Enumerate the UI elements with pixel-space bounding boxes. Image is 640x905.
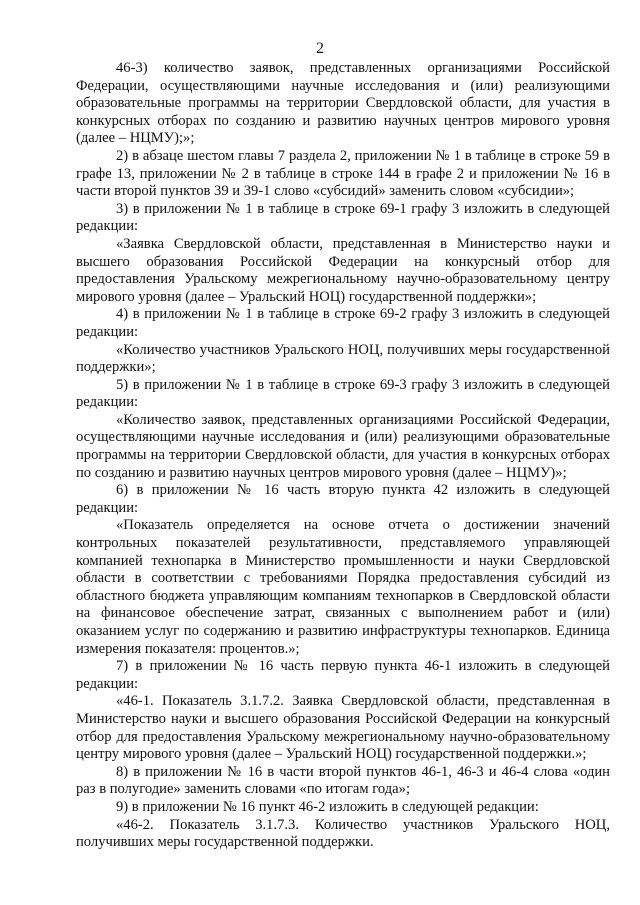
paragraph: 7) в приложении № 16 часть первую пункта 46-1 изложить в следующей редакции: bbox=[76, 658, 610, 692]
page-number: 2 bbox=[316, 40, 324, 57]
paragraph: 8) в приложении № 16 в части второй пунктов 46-1, 46-3 и 46-4 слова «один раз в полугодие» заменить словами «по итогам года»; bbox=[76, 763, 610, 798]
paragraph: 5) в приложении № 1 в таблице в строке 69-3 графу 3 изложить в следующей редакции: bbox=[76, 376, 610, 411]
paragraph: 6) в приложении № 16 часть вторую пункта 42 изложить в следующей редакции: bbox=[76, 482, 610, 516]
paragraph: «Показатель определяется на основе отчета о достижении значений контрольных показателей результативности, представляемого управляющей компанией технопарка в Министерство промышленности и науки Свердловской области в соответствии с требованиями Порядка предоставления субсидий из областного бюджета управляющим компаниям технопарков в Свердловской области на финансовое обеспечение затрат, связанных с выполнением работ и (или) оказанием услуг по содержанию и развитию инфраструктуры технопарков. Единица измерения показателя: процентов.»; bbox=[76, 517, 610, 657]
paragraph: «Количество участников Уральского НОЦ, получивших меры государственной поддержки»; bbox=[76, 341, 610, 376]
paragraph: 3) в приложении № 1 в таблице в строке 69-1 графу 3 изложить в следующей редакции: bbox=[76, 200, 610, 235]
paragraph: 4) в приложении № 1 в таблице в строке 69-2 графу 3 изложить в следующей редакции: bbox=[76, 306, 610, 340]
paragraph: «46-1. Показатель 3.1.7.2. Заявка Свердловской области, представленная в Министерство науки и высшего образования Российской Федерации на конкурсный отбор для предоставления Уральскому межрегиональному научно-образовательному центру мирового уровня (далее – Уральский НОЦ) государственной поддержки.»; bbox=[76, 693, 610, 763]
paragraph: 46-3) количество заявок, представленных организациями Российской Федерации, осуществляющими научные исследования и (или) реализующими образовательные программы на территории Свердловской области, для участия в конкурсных отборах по созданию и развитию научных центров мирового уровня (далее – НЦМУ);»; bbox=[76, 60, 610, 147]
paragraph: «Заявка Свердловской области, представленная в Министерство науки и высшего образования Российской Федерации на конкурсный отбор для предоставления Уральскому межрегиональному научно-образовательному центру мирового уровня (далее – Уральский НОЦ) государственной поддержки»; bbox=[76, 235, 610, 305]
paragraph: «Количество заявок, представленных организациями Российской Федерации, осуществляющими научные исследования и (или) реализующими образовательные программы на территории Свердловской области, для участия в конкурсных отборах по созданию и развитию научных центров мирового уровня (далее – НЦМУ)»; bbox=[76, 411, 610, 481]
paragraph: 2) в абзаце шестом главы 7 раздела 2, приложении № 1 в таблице в строке 59 в графе 13, приложении № 2 в таблице в строке 144 в графе 2 и приложении № 16 в части второй пунктов 39 и 39-1 слово «субсидий» заменить словом «субсидии»; bbox=[76, 147, 610, 200]
document-body bbox=[76, 60, 610, 852]
paragraph: 9) в приложении № 16 пункт 46-2 изложить в следующей редакции: bbox=[116, 798, 539, 815]
paragraph: «46-2. Показатель 3.1.7.3. Количество участников Уральского НОЦ, получивших меры государственной поддержки. bbox=[76, 816, 610, 851]
